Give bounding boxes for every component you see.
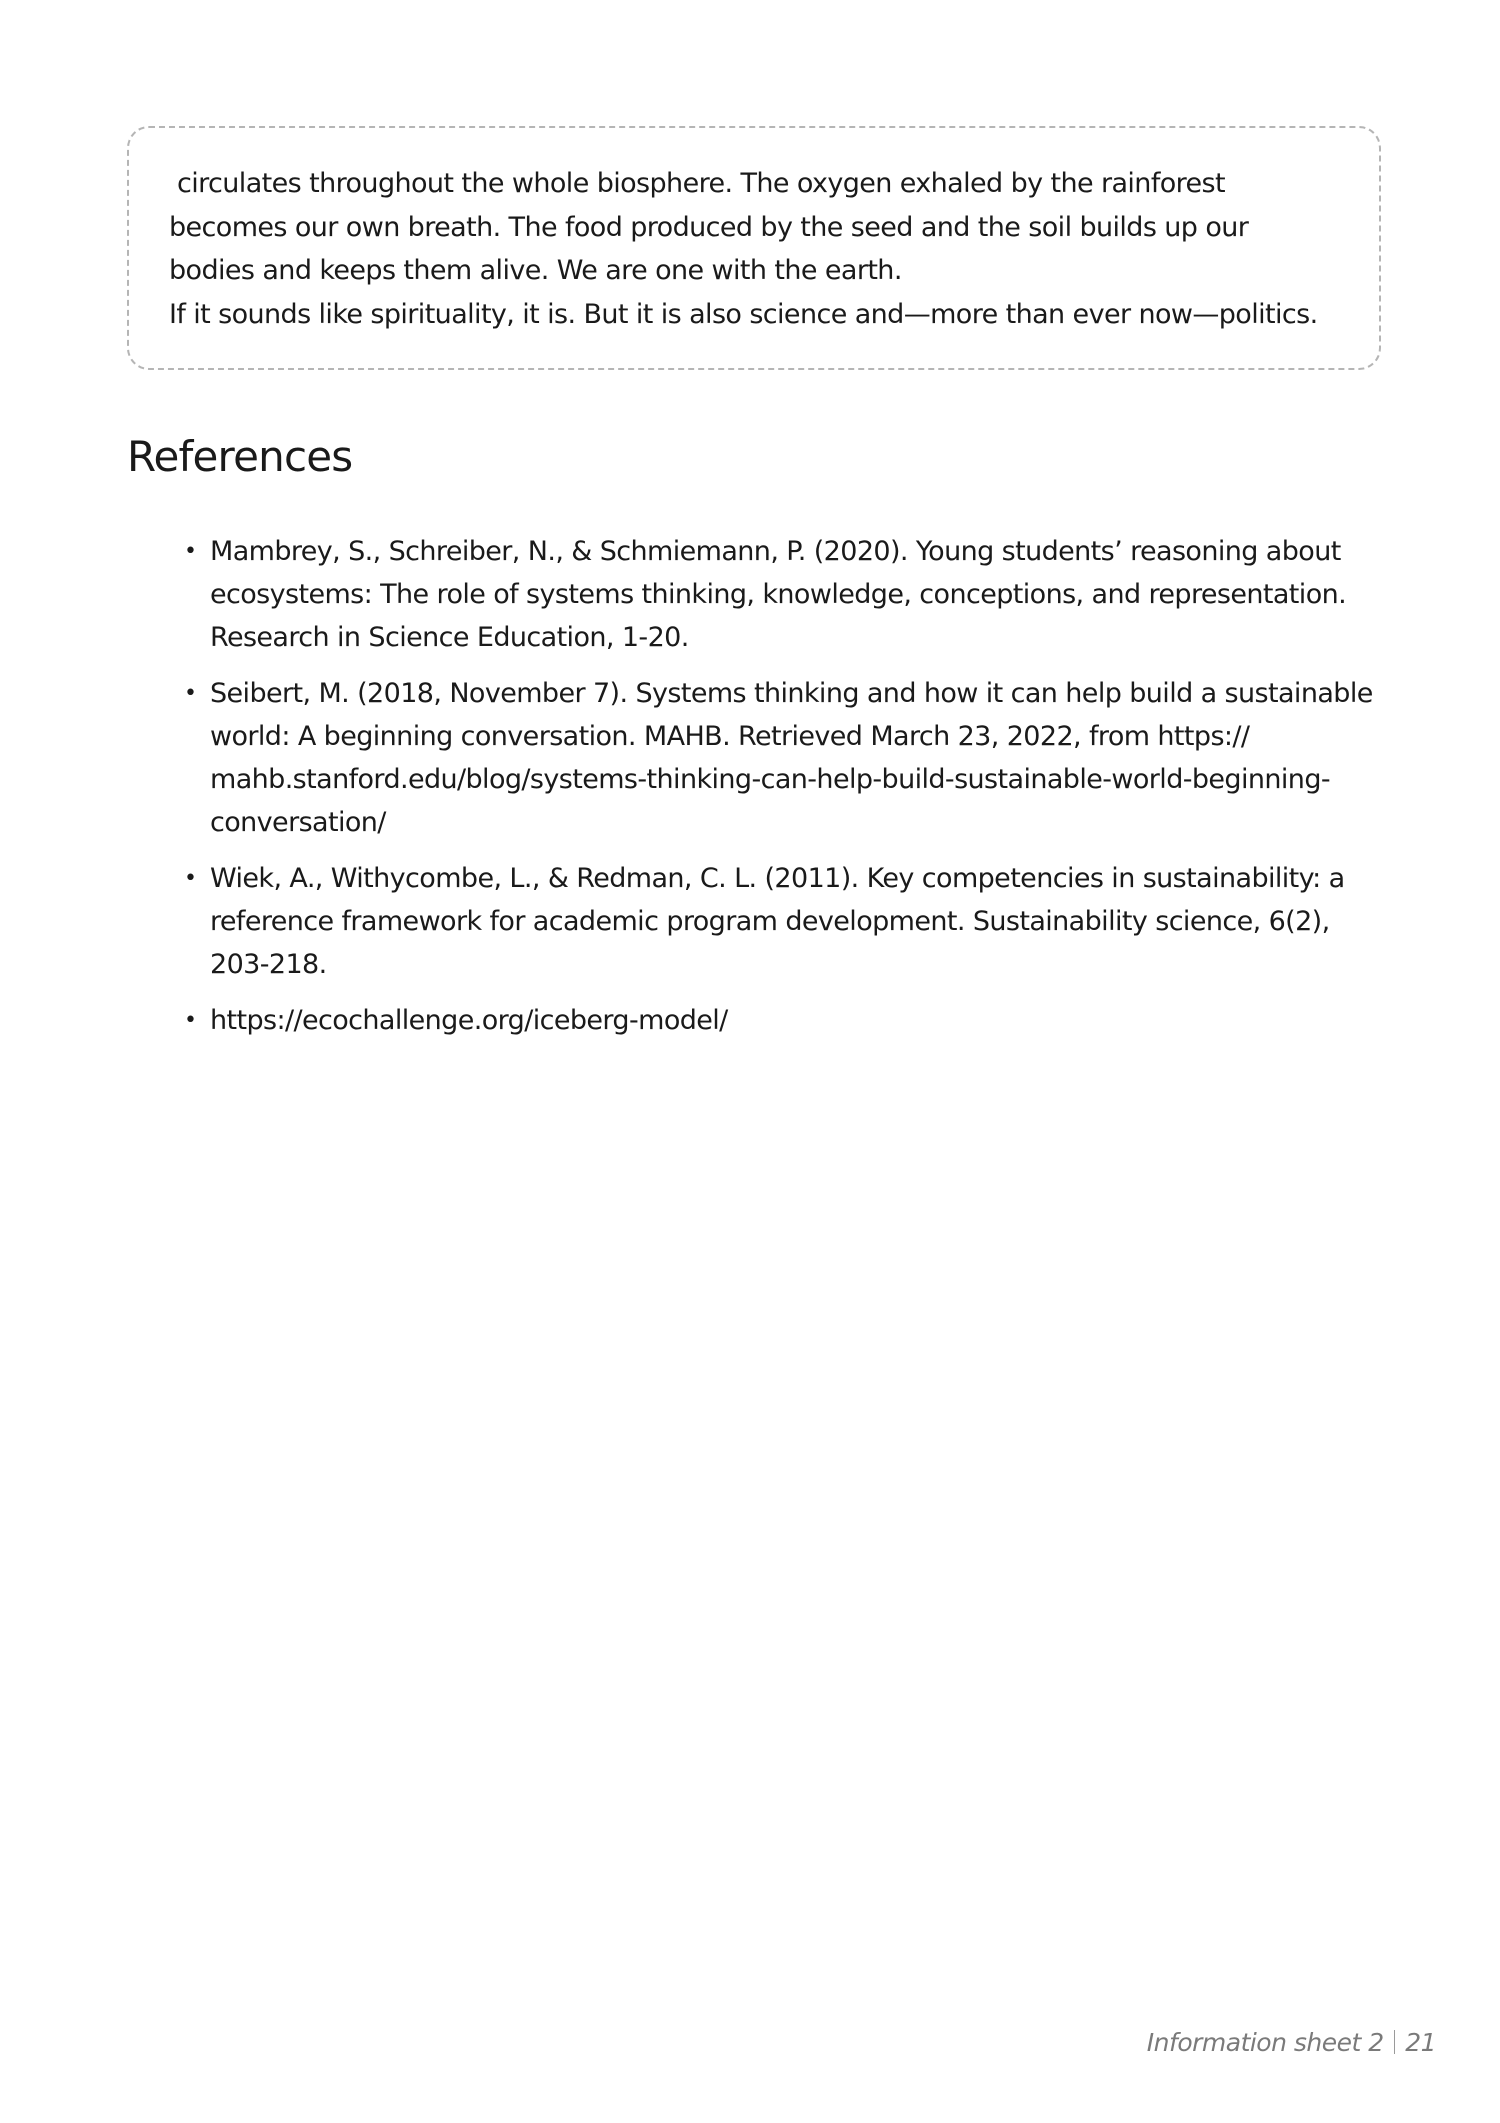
page-footer — [1147, 2028, 1436, 2057]
quote-line: bodies and keeps them alive. We are one with the earth. — [169, 255, 902, 286]
reference-line: Seibert, M. (2018, November 7). Systems thinking and how it can help build a sustainable — [210, 678, 1373, 709]
bullet-icon: • — [184, 539, 197, 564]
references-heading: References — [127, 432, 353, 481]
reference-item — [170, 857, 1400, 986]
quote-box — [127, 126, 1381, 370]
reference-link[interactable]: https://ecochallenge.org/iceberg-model/ — [210, 1005, 728, 1036]
quote-line: circulates throughout the whole biosphere. The oxygen exhaled by the rainforest — [177, 168, 1226, 199]
footer-divider — [1394, 2030, 1396, 2054]
footer-section-label: Information sheet 2 — [1146, 2028, 1384, 2057]
quote-line: If it sounds like spirituality, it is. But it is also science and—more than ever now—politics. — [169, 298, 1318, 330]
reference-link-line[interactable]: mahb.stanford.edu/blog/systems-thinking-can-help-build-sustainable-world-beginning- — [210, 764, 1330, 795]
reference-link-line[interactable]: conversation/ — [210, 807, 386, 838]
reference-line: Mambrey, S., Schreiber, N., & Schmiemann, P. (2020). Young students’ reasoning about — [210, 536, 1341, 567]
reference-line: ecosystems: The role of systems thinking, knowledge, conceptions, and representation. — [210, 579, 1347, 610]
bullet-icon: • — [184, 866, 197, 891]
bullet-icon: • — [184, 1008, 197, 1033]
reference-item — [170, 530, 1400, 659]
reference-item — [170, 999, 1400, 1042]
quote-line: becomes our own breath. The food produced by the seed and the soil builds up our — [169, 211, 1249, 243]
reference-item — [170, 672, 1400, 844]
reference-line: Research in Science Education, 1-20. — [210, 622, 689, 653]
reference-line: 203-218. — [210, 949, 327, 980]
reference-line: Wiek, A., Withycombe, L., & Redman, C. L. (2011). Key competencies in sustainability: a — [210, 863, 1345, 894]
page-number: 21 — [1405, 2028, 1436, 2057]
references-list — [170, 530, 1400, 1055]
bullet-icon: • — [184, 681, 197, 706]
reference-link-line[interactable]: world: A beginning conversation. MAHB. Retrieved March 23, 2022, from https:// — [210, 721, 1250, 752]
reference-line: reference framework for academic program development. Sustainability science, 6(2), — [210, 906, 1330, 937]
